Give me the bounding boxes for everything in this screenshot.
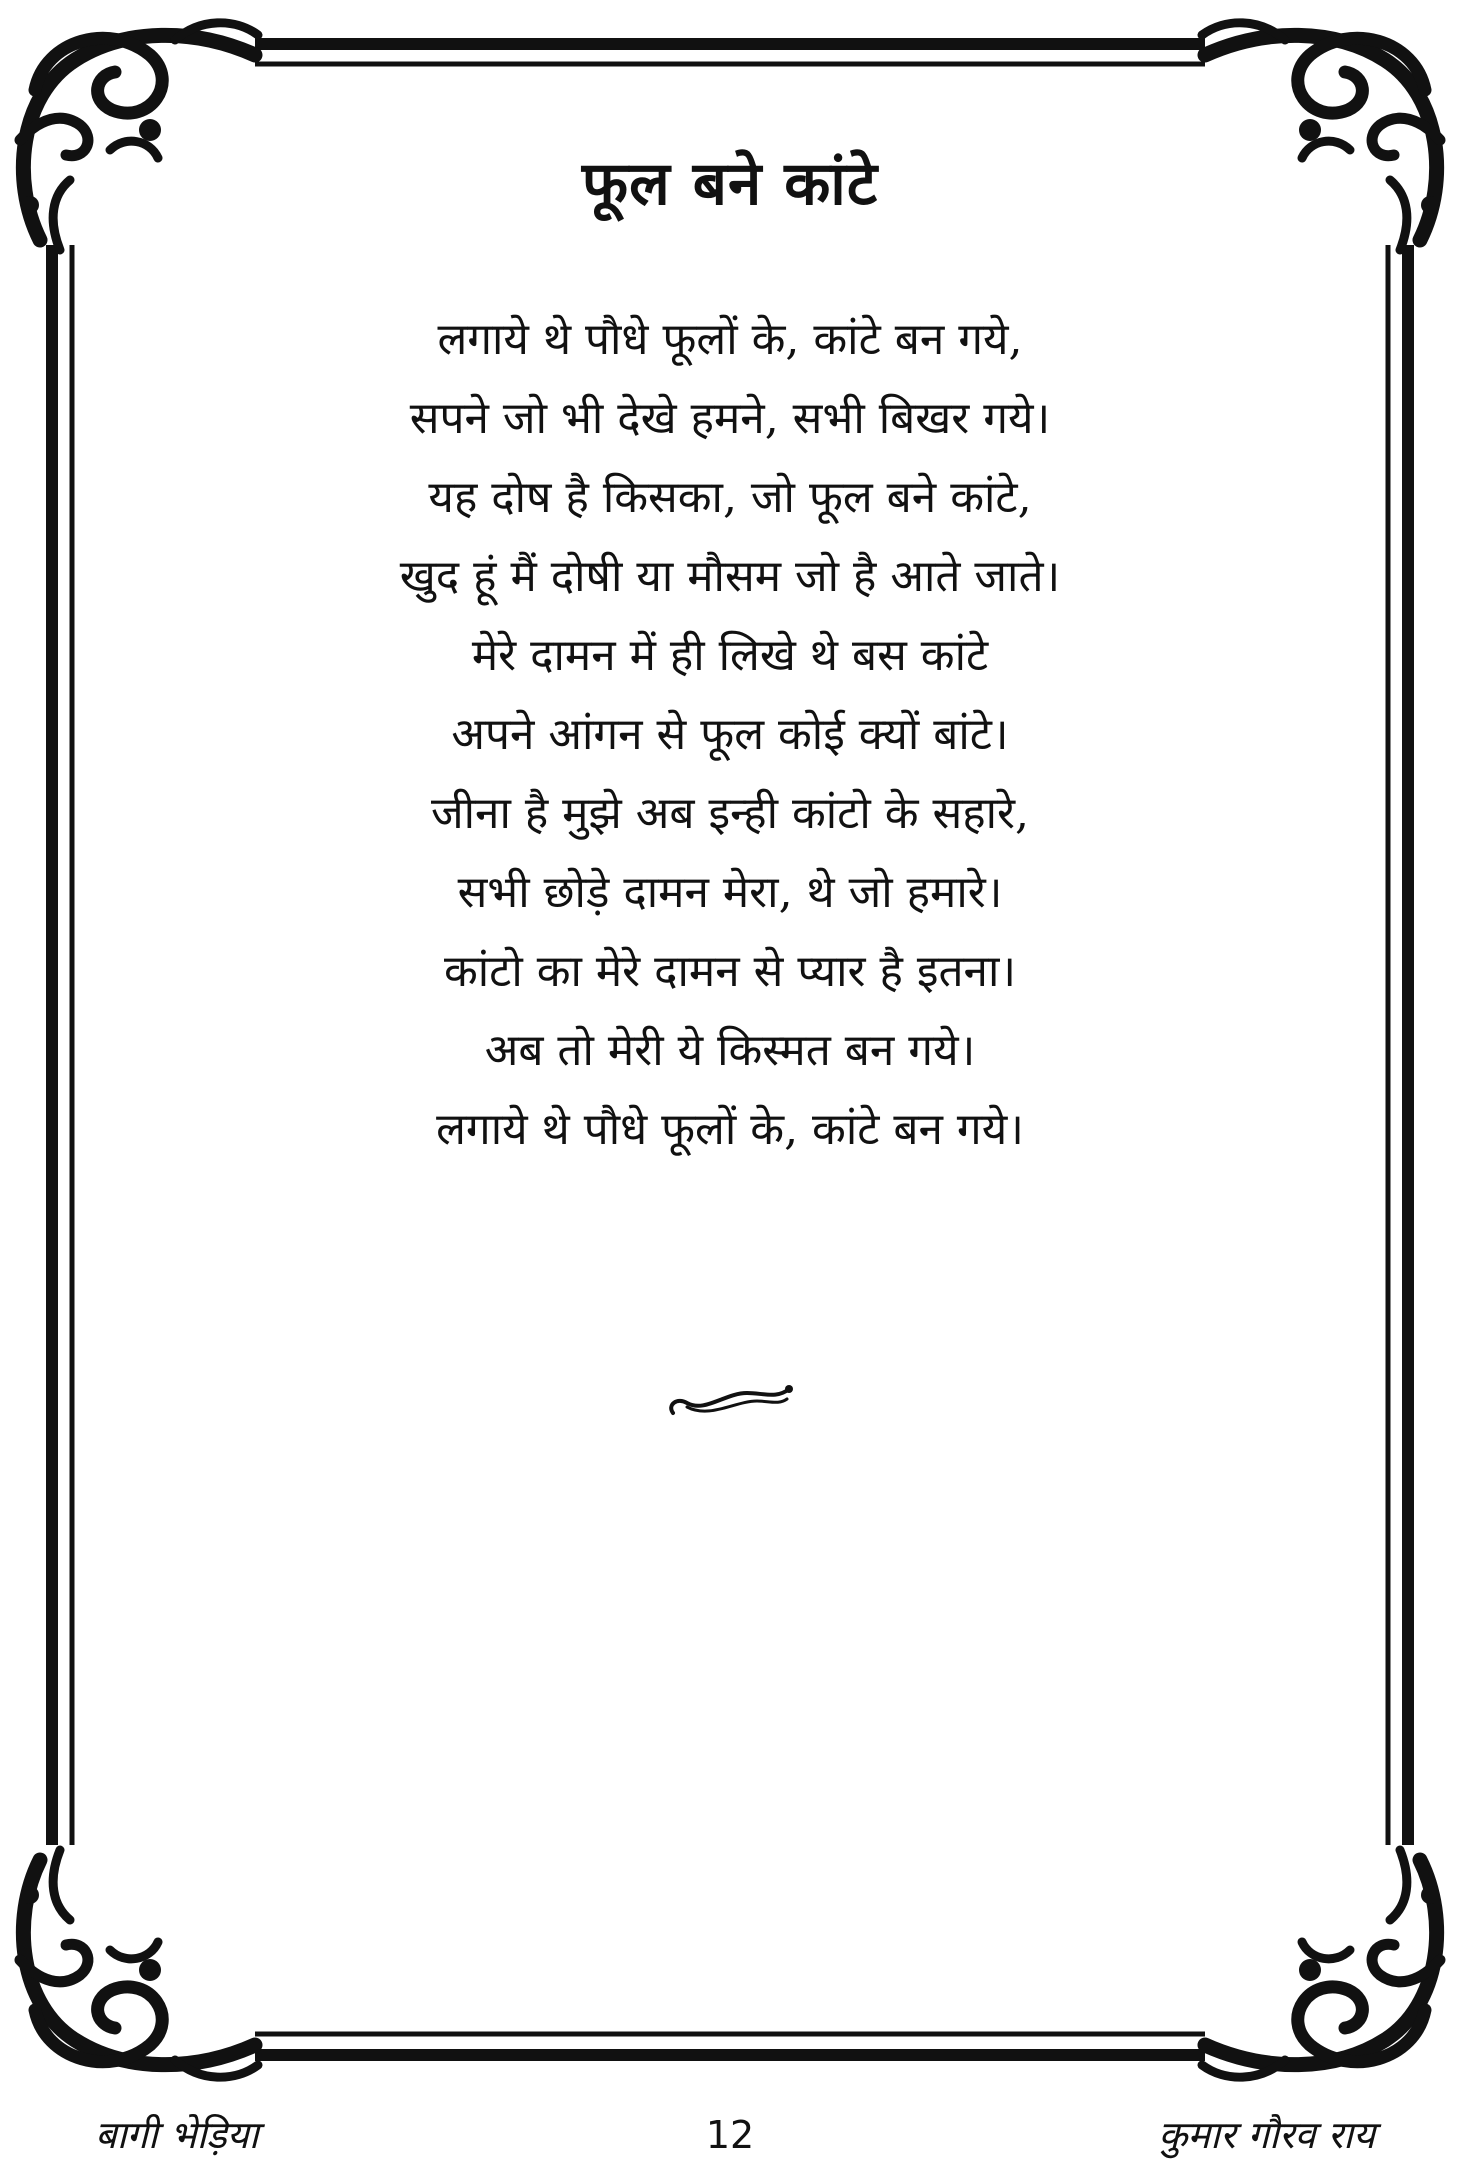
poem-line: जीना है मुझे अब इन्ही कांटो के सहारे, [430, 788, 1029, 839]
poem-line: अब तो मेरी ये किस्मत बन गये। [484, 1025, 976, 1076]
author-name: कुमार गौरव राय [1158, 2113, 1375, 2157]
poem-stanza [230, 300, 1230, 1169]
poem-line: लगाये थे पौधे फूलों के, कांटे बन गये। [436, 1104, 1024, 1155]
poem-line: लगाये थे पौधे फूलों के, कांटे बन गये, [437, 314, 1023, 365]
book-title: बागी भेड़िया [95, 2113, 259, 2157]
poem-line: सपने जो भी देखे हमने, सभी बिखर गये। [409, 393, 1051, 444]
poem-line: अपने आंगन से फूल कोई क्यों बांटे। [451, 709, 1009, 760]
poem-title: फूल बने कांटे [581, 149, 879, 219]
poem-line: कांटो का मेरे दामन से प्यार है इतना। [443, 946, 1017, 997]
poem-line: सभी छोड़े दामन मेरा, थे जो हमारे। [457, 867, 1003, 918]
poem-line: मेरे दामन में ही लिखे थे बस कांटे [471, 630, 989, 681]
poem-line: यह दोष है किसका, जो फूल बने कांटे, [428, 472, 1032, 523]
swash-divider-icon [665, 1375, 795, 1425]
poem-line: खुद हूं मैं दोषी या मौसम जो है आते जाते। [399, 551, 1061, 602]
page-number: 12 [705, 2113, 755, 2157]
